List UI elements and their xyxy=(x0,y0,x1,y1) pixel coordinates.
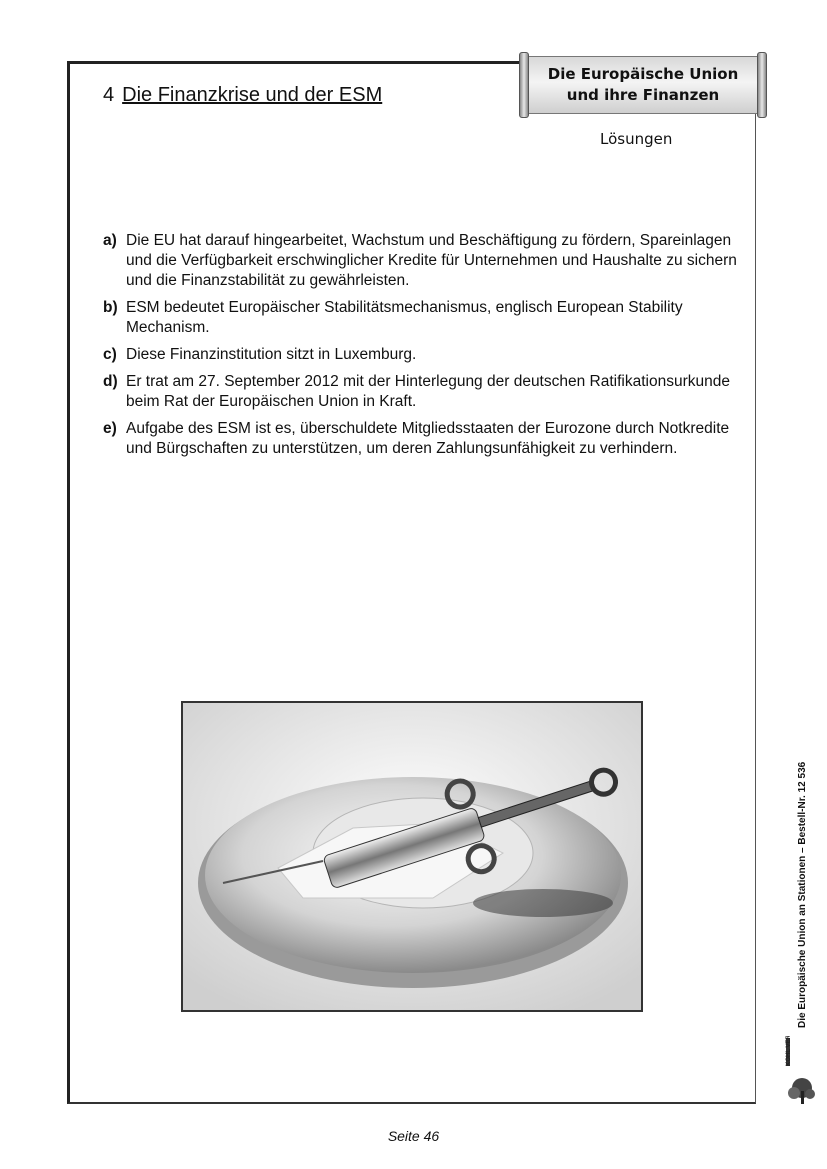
syringe-on-plate-photo xyxy=(181,701,643,1012)
answer-key: c) xyxy=(103,346,117,363)
answer-text: Er trat am 27. September 2012 mit der Hinterlegung der deutschen Ratifikationsurkunde beim Rat der Europäischen Union in Kraft. xyxy=(126,373,730,410)
publisher-logo xyxy=(782,1036,816,1106)
tree-logo-icon xyxy=(782,1036,816,1106)
section-title-text: Die Finanzkrise und der ESM xyxy=(122,84,383,106)
answer-key: e) xyxy=(103,420,117,437)
answer-text: Die EU hat darauf hingearbeitet, Wachstum und Beschäftigung zu fördern, Spareinlagen und die Verfügbarkeit erschwinglicher Kredite für Unternehmen und Haushalte zu sichern und die Finanzstabilität zu gewährleisten. xyxy=(126,232,737,289)
answer-key: b) xyxy=(103,299,118,316)
page-number: Seite 46 xyxy=(387,1128,440,1144)
answer-list xyxy=(103,231,743,466)
banner-label xyxy=(527,64,759,106)
answer-text: ESM bedeutet Europäischer Stabilitätsmechanismus, englisch European Stability Mechanism. xyxy=(126,299,683,336)
publisher-name: KOHL VERLAG xyxy=(786,1036,792,1066)
answer-item xyxy=(103,419,743,459)
answer-text: Diese Finanzinstitution sitzt in Luxemburg. xyxy=(126,346,417,363)
banner-line-1: Die Europäische Union xyxy=(547,65,739,83)
answer-text: Aufgabe des ESM ist es, überschuldete Mitgliedsstaaten der Eurozone durch Notkredite und Bürgschaften zu unterstützen, um deren Zahlungsunfähigkeit zu verhindern. xyxy=(126,420,730,457)
answer-key: d) xyxy=(103,373,118,390)
section-number: 4 xyxy=(103,84,115,106)
syringe-plate-illustration xyxy=(183,703,641,1010)
topic-banner xyxy=(519,52,767,118)
section-title xyxy=(103,84,382,107)
answer-item xyxy=(103,372,743,412)
order-number-sidebar: Die Europäische Union an Stationen – Bestell-Nr. 12 536 xyxy=(797,761,808,1028)
answer-item xyxy=(103,298,743,338)
solutions-label: Lösungen xyxy=(600,130,673,148)
answer-item xyxy=(103,345,743,365)
answer-key: a) xyxy=(103,232,117,249)
answer-item xyxy=(103,231,743,291)
banner-line-2: und ihre Finanzen xyxy=(566,86,720,104)
